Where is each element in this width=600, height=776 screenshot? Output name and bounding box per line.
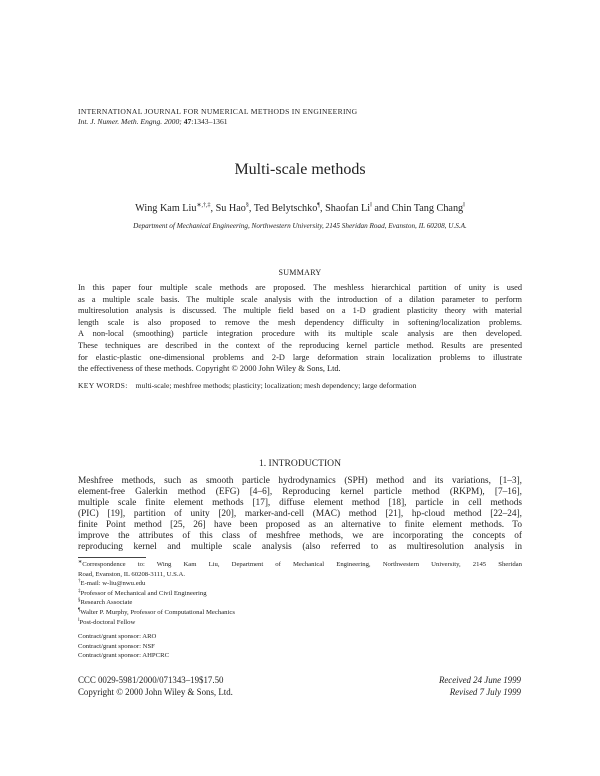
author-separator: ,: [320, 203, 326, 214]
text-line: reproducing kernel and multiple scale analysis (also referred to as multiresolution analysis in: [78, 542, 522, 552]
text-line: multiple scale finite element methods [17], diffuse element method [18], particle in cell methods: [78, 498, 522, 508]
author-name: Shaofan Li: [325, 203, 371, 214]
author-name: Chin Tang Chang: [391, 203, 464, 214]
intro-paragraph: [78, 476, 522, 553]
footnote-text: Research Associate: [80, 599, 133, 607]
citation-abbrev: Int. J. Numer. Meth. Engng.: [78, 117, 163, 126]
received-date: Received 24 June 1999: [438, 675, 521, 685]
author-separator: ,: [210, 203, 216, 214]
section-heading: 1. INTRODUCTION: [258, 458, 342, 469]
text-line: multiresolution analysis is discussed. The multiple field based on a 1-D gradient plasticity theory with material: [78, 306, 522, 316]
author-marks: ¶: [317, 202, 321, 209]
copyright: Copyright © 2000 John Wiley & Sons, Ltd.: [78, 687, 233, 697]
footnote: [78, 579, 522, 589]
text-line: These techniques are described in the context of the reproducing kernel particle method. Results are presented: [78, 340, 522, 350]
affiliation: Department of Mechanical Engineering, Northwestern University, 2145 Sheridan Road, Evanston, IL 60208, U.S.A.: [133, 222, 467, 230]
footnote-text: E-mail: w-liu@nwu.edu: [80, 580, 146, 588]
footnote-mark: ¶: [78, 607, 81, 613]
ccc-code: CCC 0029-5981/2000/071343–19$17.50: [78, 675, 224, 685]
footnote-text: Walter P. Murphy, Professor of Computational Mechanics: [80, 608, 235, 616]
text-line: the effectiveness of these methods. Copyright © 2000 John Wiley & Sons, Ltd.: [78, 364, 341, 374]
paper-title: Multi-scale methods: [234, 161, 366, 178]
text-line: as a multiple scale basis. The multiple scale analysis with the introduction of a dilation parameter to perform: [78, 294, 522, 304]
footnotes: [78, 560, 522, 627]
journal-citation: [78, 117, 228, 126]
footnote-mark: §: [78, 598, 81, 604]
author-marks: ∗,†,‡: [196, 202, 211, 209]
revised-date: Revised 7 July 1999: [449, 687, 521, 697]
author-separator: and: [371, 203, 392, 214]
journal-name: INTERNATIONAL JOURNAL FOR NUMERICAL METHODS IN ENGINEERING: [78, 107, 358, 116]
abstract: [78, 282, 522, 375]
text-line: length scale is also proposed to remove the mesh dependency difficulty in softening/localization problems.: [78, 317, 522, 327]
author-list: [0, 202, 600, 215]
text-line: (PIC) [19], partition of unity [20], marker-and-cell (MAC) method [21], hp-cloud method [22–24],: [78, 509, 522, 519]
text-line: element-free Galerkin method (EFG) [4–6], Reproducing kernel particle method (RKPM), [7–16],: [78, 487, 522, 497]
publication-info: [78, 674, 233, 698]
keywords: [78, 381, 416, 391]
text-line: In this paper four multiple scale methods are proposed. The meshless hierarchical partition of unity is used: [78, 283, 522, 292]
author-separator: ,: [248, 203, 254, 214]
sponsor-line: Contract/grant sponsor: ARO: [78, 633, 157, 640]
author-name: Su Hao: [215, 203, 246, 214]
citation-year: 2000;: [164, 117, 182, 126]
author-marks: §: [245, 202, 249, 209]
text-line: A non-local (smoothing) particle integration procedure with its multiple scale analysis are then developed.: [78, 329, 522, 339]
author-name: Wing Kam Liu: [135, 203, 197, 214]
text-line: finite Point method [25, 26] have been proposed as an alternative to finite element methods. To: [78, 520, 522, 530]
footnote-mark: ∗: [78, 560, 83, 565]
author-name: Ted Belytschko: [253, 203, 318, 214]
text-line: for elastic-plastic one-dimensional problems and 2-D large deformation strain localization problems to illustrate: [78, 352, 522, 362]
footnote: [78, 570, 522, 580]
sponsor-line: Contract/grant sponsor: NSF: [78, 642, 155, 650]
text-line: improve the attributes of this class of meshfree methods, we are incorporating the concepts of: [78, 531, 522, 541]
dates: [439, 674, 521, 698]
footnote-text: Professor of Mechanical and Civil Engineering: [80, 589, 207, 597]
keywords-label: KEY WORDS:: [78, 381, 128, 390]
author-marks: ‖: [463, 202, 465, 209]
footnote-mark: †: [78, 578, 81, 584]
footnote-rule: [78, 557, 146, 558]
footnote: [78, 589, 522, 599]
footnote-mark: ‡: [78, 588, 81, 594]
footnote: [78, 598, 522, 608]
footnote: [78, 618, 522, 628]
citation-volume: 47: [183, 117, 192, 126]
summary-heading: SUMMARY: [278, 268, 322, 277]
citation-pages: :1343–1361: [191, 117, 228, 126]
author-marks: ‖: [370, 202, 372, 209]
footnote-text: Correspondence to: Wing Kam Liu, Department of Mechanical Engineering, Northwestern University, 2145 Sheridan: [82, 561, 522, 568]
text-line: Meshfree methods, such as smooth particle hydrodynamics (SPH) method and its variations, [1–3],: [78, 476, 522, 486]
footnote: [78, 560, 522, 570]
footnote-text: Road, Evanston, IL 60208-3111, U.S.A.: [78, 570, 185, 578]
sponsor-line: Contract/grant sponsor: AHPCRC: [78, 652, 170, 660]
footnote-text: Post-doctoral Fellow: [79, 618, 136, 626]
footnote-mark: ‖: [78, 617, 80, 623]
footnote: [78, 608, 522, 618]
sponsors: [78, 632, 169, 661]
keywords-text: multi-scale; meshfree methods; plasticity; localization; mesh dependency; large deformation: [135, 381, 417, 390]
